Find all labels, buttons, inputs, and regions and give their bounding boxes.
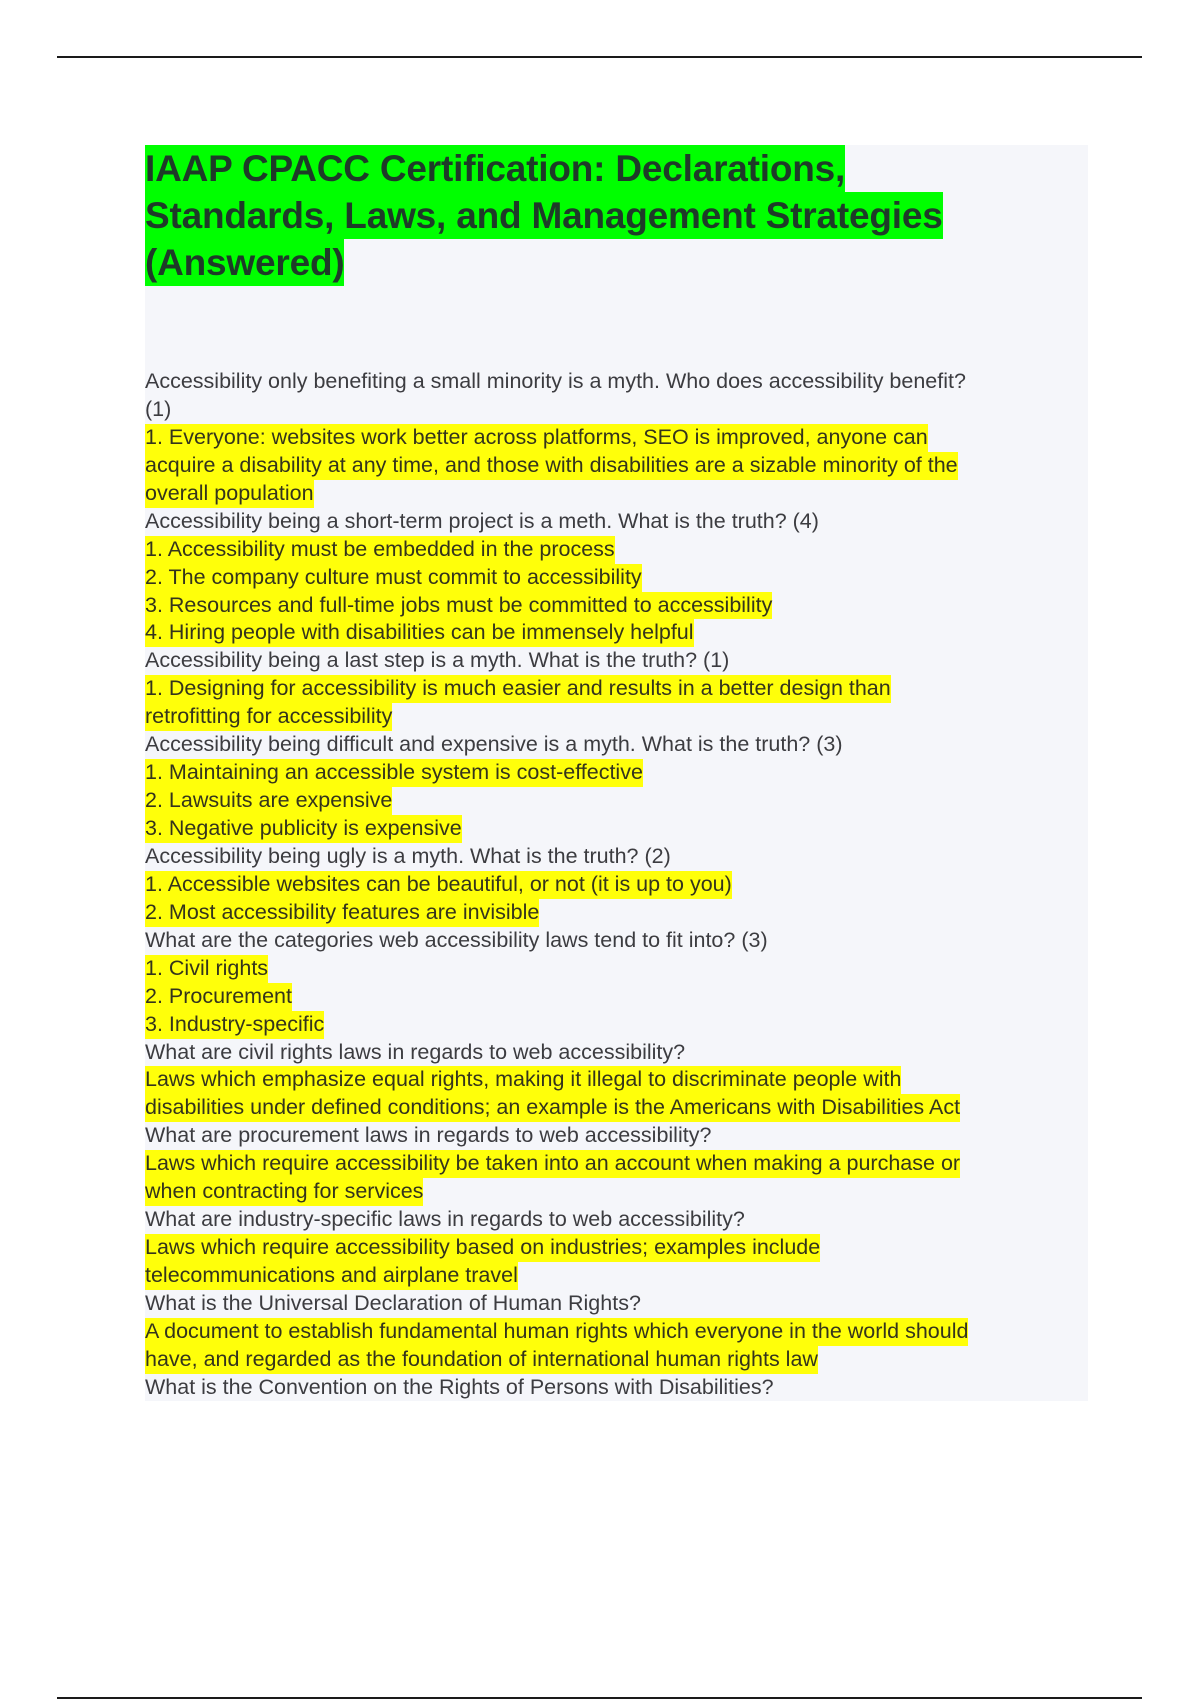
highlighted-answer-text: 1. Civil rights	[145, 955, 268, 983]
document-content	[145, 145, 1088, 1401]
answer-line	[145, 1234, 1088, 1262]
highlighted-answer-text: 1. Accessible websites can be beautiful, or not (it is up to you)	[145, 871, 732, 899]
highlighted-answer-text: 2. Lawsuits are expensive	[145, 787, 392, 815]
title-line: Standards, Laws, and Management Strategies	[145, 192, 943, 239]
question-line	[145, 368, 1088, 396]
question-text: What are the categories web accessibility laws tend to fit into? (3)	[145, 927, 768, 952]
title-line: IAAP CPACC Certification: Declarations,	[145, 145, 943, 192]
answer-line	[145, 899, 1088, 927]
answer-line	[145, 983, 1088, 1011]
answer-line	[145, 1178, 1088, 1206]
answer-line	[145, 1262, 1088, 1290]
answer-line	[145, 564, 1088, 592]
question-line	[145, 843, 1088, 871]
highlighted-answer-text: when contracting for services	[145, 1178, 423, 1206]
answer-line	[145, 1150, 1088, 1178]
highlighted-answer-text: Laws which emphasize equal rights, making it illegal to discriminate people with	[145, 1066, 901, 1094]
answer-line	[145, 480, 1088, 508]
question-text: What are industry-specific laws in regards to web accessibility?	[145, 1207, 745, 1232]
document-title	[145, 145, 943, 286]
question-line	[145, 1122, 1088, 1150]
answer-line	[145, 703, 1088, 731]
highlighted-answer-text: Laws which require accessibility based on industries; examples include	[145, 1234, 820, 1262]
answer-line	[145, 675, 1088, 703]
answer-line	[145, 787, 1088, 815]
highlighted-answer-text: 2. Procurement	[145, 983, 292, 1011]
qa-list	[145, 368, 1088, 1402]
footer-rule	[57, 1697, 1142, 1699]
question-text: What is the Convention on the Rights of Persons with Disabilities?	[145, 1374, 774, 1399]
header-rule	[57, 56, 1142, 58]
answer-line	[145, 619, 1088, 647]
question-text: Accessibility being a last step is a myth. What is the truth? (1)	[145, 648, 730, 673]
answer-line	[145, 1011, 1088, 1039]
highlighted-answer-text: 4. Hiring people with disabilities can be immensely helpful	[145, 619, 694, 647]
highlighted-answer-text: have, and regarded as the foundation of international human rights law	[145, 1346, 818, 1374]
highlighted-answer-text: acquire a disability at any time, and those with disabilities are a sizable minority of the	[145, 452, 958, 480]
answer-line	[145, 452, 1088, 480]
question-line	[145, 1206, 1088, 1234]
highlighted-answer-text: 3. Industry-specific	[145, 1011, 324, 1039]
highlighted-answer-text: Laws which require accessibility be taken into an account when making a purchase or	[145, 1150, 960, 1178]
question-line	[145, 1374, 1088, 1402]
question-line	[145, 731, 1088, 759]
question-line	[145, 647, 1088, 675]
answer-line	[145, 955, 1088, 983]
highlighted-answer-text: telecommunications and airplane travel	[145, 1262, 518, 1290]
question-text: What are civil rights laws in regards to web accessibility?	[145, 1039, 686, 1064]
answer-line	[145, 871, 1088, 899]
highlighted-answer-text: 1. Maintaining an accessible system is cost-effective	[145, 759, 643, 787]
question-text: What are procurement laws in regards to web accessibility?	[145, 1123, 712, 1148]
question-text: What is the Universal Declaration of Human Rights?	[145, 1290, 641, 1315]
highlighted-answer-text: 2. Most accessibility features are invisible	[145, 899, 539, 927]
answer-line	[145, 592, 1088, 620]
question-text: Accessibility being difficult and expensive is a myth. What is the truth? (3)	[145, 732, 843, 757]
highlighted-answer-text: A document to establish fundamental human rights which everyone in the world should	[145, 1318, 968, 1346]
answer-line	[145, 424, 1088, 452]
answer-line	[145, 1346, 1088, 1374]
answer-line	[145, 536, 1088, 564]
highlighted-answer-text: 3. Resources and full-time jobs must be committed to accessibility	[145, 592, 772, 620]
highlighted-answer-text: 3. Negative publicity is expensive	[145, 815, 462, 843]
highlighted-answer-text: 1. Everyone: websites work better across platforms, SEO is improved, anyone can	[145, 424, 928, 452]
question-line	[145, 1039, 1088, 1067]
question-text: Accessibility being a short-term project is a meth. What is the truth? (4)	[145, 508, 819, 533]
title-line: (Answered)	[145, 239, 943, 286]
highlighted-answer-text: 2. The company culture must commit to accessibility	[145, 564, 642, 592]
answer-line	[145, 815, 1088, 843]
highlighted-answer-text: 1. Designing for accessibility is much easier and results in a better design than	[145, 675, 891, 703]
answer-line	[145, 759, 1088, 787]
question-text: Accessibility being ugly is a myth. What is the truth? (2)	[145, 843, 671, 868]
answer-line	[145, 1066, 1088, 1094]
question-line	[145, 396, 1088, 424]
highlighted-answer-text: disabilities under defined conditions; an example is the Americans with Disabilities Act	[145, 1094, 960, 1122]
question-line	[145, 927, 1088, 955]
question-text: (1)	[145, 396, 172, 421]
question-text: Accessibility only benefiting a small minority is a myth. Who does accessibility benefit?	[145, 369, 966, 393]
highlighted-answer-text: retrofitting for accessibility	[145, 703, 392, 731]
answer-line	[145, 1094, 1088, 1122]
question-line	[145, 1290, 1088, 1318]
answer-line	[145, 1318, 1088, 1346]
highlighted-answer-text: 1. Accessibility must be embedded in the process	[145, 536, 615, 564]
question-line	[145, 508, 1088, 536]
highlighted-answer-text: overall population	[145, 480, 314, 508]
